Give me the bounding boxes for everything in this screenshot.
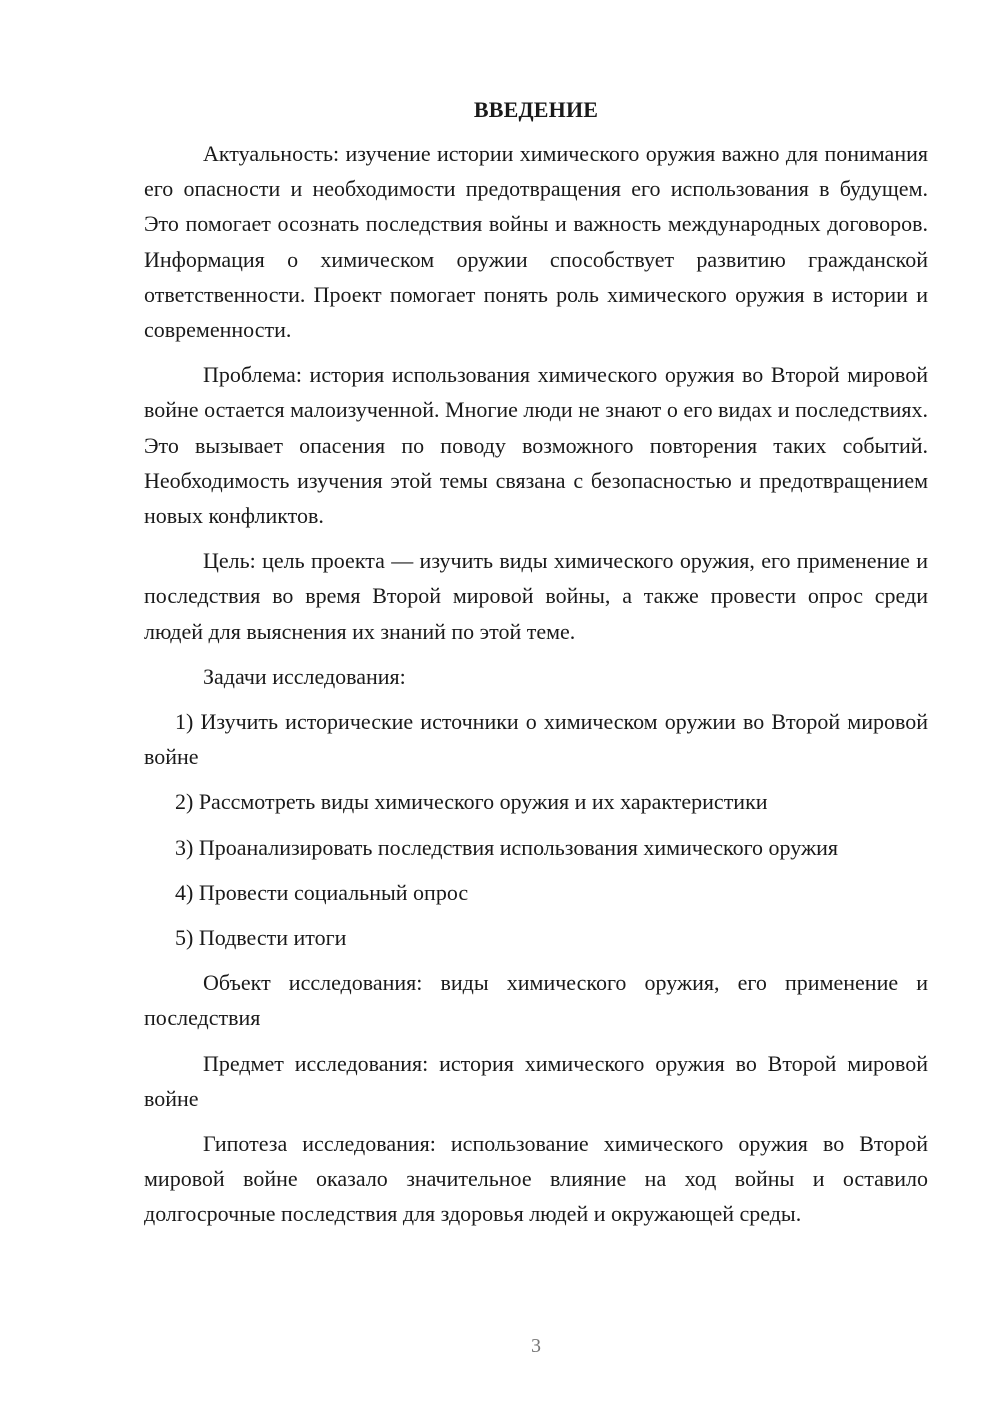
paragraph-relevance: Актуальность: изучение истории химического оружия важно для понимания его опасности и необходимости предотвращения его использования в будущем. Это помогает осознать последствия войны и важность международных договоров. Информация о химическом оружии способствует развитию гражданской ответственности. Проект помогает понять роль химического оружия в истории и современности. [144,141,928,343]
paragraph-tasks-heading: Задачи исследования: [203,663,406,689]
paragraph-hypothesis: Гипотеза исследования: использование химического оружия во Второй мировой войне оказало значительное влияние на ход войны и оставило долгосрочные последствия для здоровья людей и окружающей среды. [144,1131,928,1227]
task-item-5: 5) Подвести итоги [175,925,347,951]
paragraph-object: Объект исследования: виды химического оружия, его применение и последствия [144,970,928,1031]
task-item-3: 3) Проанализировать последствия использования химического оружия [175,834,839,860]
paragraph-goal: Цель: цель проекта — изучить виды химического оружия, его применение и последствия во время Второй мировой войны, а также провести опрос среди людей для выяснения их знаний по этой теме. [144,548,928,644]
paragraph-subject: Предмет исследования: история химического оружия во Второй мировой войне [144,1050,928,1111]
paragraph-problem: Проблема: история использования химического оружия во Второй мировой войне остается малоизученной. Многие люди не знают о его видах и последствиях. Это вызывает опасения по поводу возможного повторения таких событий. Необходимость изучения этой темы связана с безопасностью и предотвращением новых конфликтов. [144,362,928,529]
page-number: 3 [531,1335,541,1357]
task-item-4: 4) Провести социальный опрос [175,879,469,905]
task-item-2: 2) Рассмотреть виды химического оружия и их характеристики [175,789,768,815]
task-item-1: 1) Изучить исторические источники о химическом оружии во Второй мировой войне [144,709,928,770]
section-title: ВВЕДЕНИЕ [473,97,599,122]
page-content [144,96,928,1242]
